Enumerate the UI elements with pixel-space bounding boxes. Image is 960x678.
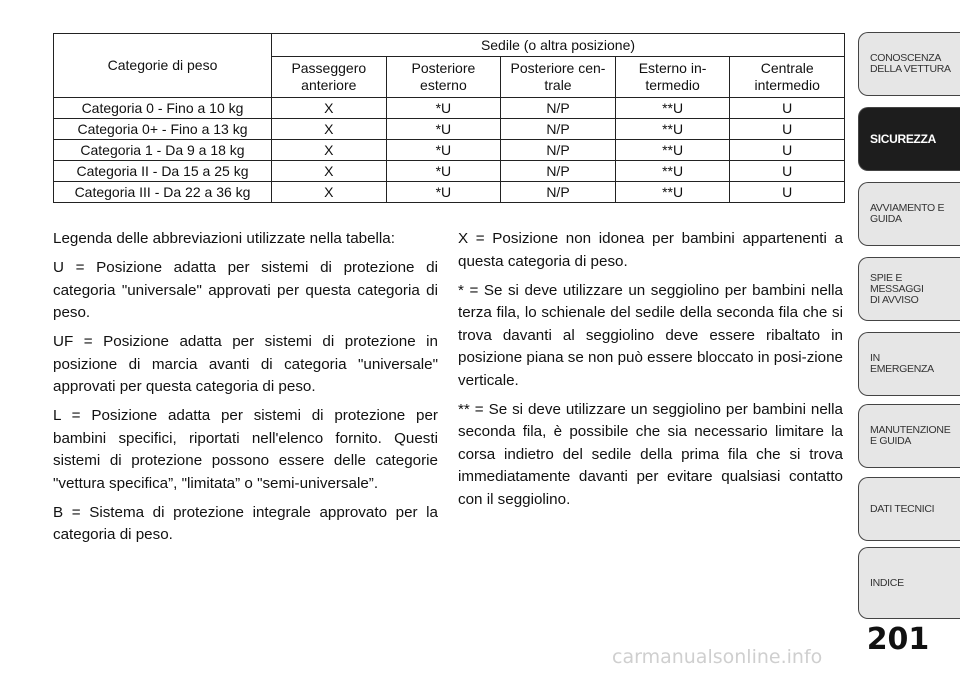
value-cell: *U (386, 119, 501, 140)
category-cell: Categoria III - Da 22 a 36 kg (54, 182, 272, 203)
category-cell: Categoria 0 - Fino a 10 kg (54, 98, 272, 119)
table-row (54, 140, 845, 161)
value-cell: X (272, 119, 387, 140)
child-seat-table (53, 33, 845, 203)
column-header (501, 57, 616, 98)
legend-column-left (53, 228, 438, 553)
legend-intro: Legenda delle abbreviazioni utilizzate nella tabella: (53, 230, 395, 247)
weight-category-header: Categorie di peso (54, 34, 272, 98)
tab-sicurezza[interactable] (858, 107, 960, 171)
table-row (54, 119, 845, 140)
table-row (54, 182, 845, 203)
column-header (730, 57, 845, 98)
page-number: 201 (866, 622, 930, 657)
column-header-middle-outer: Esterno in- termedio (638, 60, 707, 93)
tab-spie-e-messaggi[interactable] (858, 257, 960, 321)
tab-manutenzione-e-guida[interactable] (858, 404, 960, 468)
seat-position-header: Sedile (o altra posizione) (272, 34, 845, 57)
value-cell: U (730, 98, 845, 119)
column-header-rear-center: Posteriore cen- trale (510, 60, 606, 93)
value-cell: X (272, 161, 387, 182)
legend-u: U = Posizione adatta per sistemi di protezione di categoria "universale" approvati per questa categoria di peso. (53, 259, 438, 321)
value-cell: U (730, 182, 845, 203)
legend-single-star: * = Se si deve utilizzare un seggiolino per bambini nella terza fila, lo schienale del sedile della seconda fila che si trova davanti al seggiolino deve essere ribaltato in posizione piana se non può essere bloccato in posi-zione verticale. (458, 281, 844, 389)
value-cell: *U (386, 140, 501, 161)
table-row (54, 161, 845, 182)
value-cell: *U (386, 98, 501, 119)
column-header-rear-outer: Posteriore esterno (411, 60, 476, 93)
column-header (272, 57, 387, 98)
tab-label: DATI TECNICI (870, 502, 935, 515)
value-cell: **U (615, 98, 730, 119)
column-header-middle-center: Centrale intermedio (754, 60, 820, 93)
category-cell: Categoria 0+ - Fino a 13 kg (54, 119, 272, 140)
value-cell: N/P (501, 182, 616, 203)
tab-label: CONOSCENZA DELLA VETTURA (870, 52, 951, 75)
value-cell: **U (615, 161, 730, 182)
column-header (615, 57, 730, 98)
legend-l: L = Posizione adatta per sistemi di protezione per bambini specifici, riportati nell'elenco fornito. Questi sistemi di protezione possono essere delle categorie "vettura specifica”, "limitata” o "semi-universale”. (53, 407, 438, 492)
column-header (386, 57, 501, 98)
column-header-front-passenger: Passeggero anteriore (291, 60, 367, 93)
tab-in-emergenza[interactable] (858, 332, 960, 396)
legend-column-right (458, 228, 843, 518)
value-cell: **U (615, 182, 730, 203)
value-cell: U (730, 140, 845, 161)
tab-label: SICUREZZA (870, 131, 936, 146)
tab-label: INDICE (870, 576, 904, 589)
value-cell: U (730, 119, 845, 140)
value-cell: U (730, 161, 845, 182)
value-cell: X (272, 98, 387, 119)
value-cell: **U (615, 119, 730, 140)
tab-indice[interactable] (858, 547, 960, 619)
value-cell: N/P (501, 161, 616, 182)
value-cell: X (272, 140, 387, 161)
category-cell: Categoria 1 - Da 9 a 18 kg (54, 140, 272, 161)
tab-dati-tecnici[interactable] (858, 477, 960, 541)
value-cell: X (272, 182, 387, 203)
tab-label: MANUTENZIONE E GUIDA (870, 424, 951, 447)
value-cell: N/P (501, 119, 616, 140)
value-cell: *U (386, 182, 501, 203)
legend-b: B = Sistema di protezione integrale approvato per la categoria di peso. (53, 503, 438, 543)
watermark: carmanualsonline.info (612, 646, 823, 668)
value-cell: **U (615, 140, 730, 161)
legend-x: X = Posizione non idonea per bambini appartenenti a questa categoria di peso. (458, 230, 843, 270)
table-row (54, 98, 845, 119)
legend-uf: UF = Posizione adatta per sistemi di protezione in posizione di marcia avanti di categoria "universale" approvati per questa categoria di peso. (53, 333, 438, 395)
tab-label: AVVIAMENTO E GUIDA (870, 202, 945, 225)
value-cell: *U (386, 161, 501, 182)
value-cell: N/P (501, 140, 616, 161)
legend-double-star: ** = Se si deve utilizzare un seggiolino per bambini nella seconda fila, è possibile che sia necessario limitare la corsa indietro del sedile della prima fila che si trova immediatamente davanti per evitare qualsiasi contatto con il seggiolino. (458, 400, 843, 508)
tab-avviamento-e-guida[interactable] (858, 182, 960, 246)
value-cell: N/P (501, 98, 616, 119)
tab-label: SPIE E MESSAGGI DI AVVISO (870, 271, 924, 306)
category-cell: Categoria II - Da 15 a 25 kg (54, 161, 272, 182)
tab-conoscenza-della-vettura[interactable] (858, 32, 960, 96)
tab-label: IN EMERGENZA (870, 352, 934, 375)
